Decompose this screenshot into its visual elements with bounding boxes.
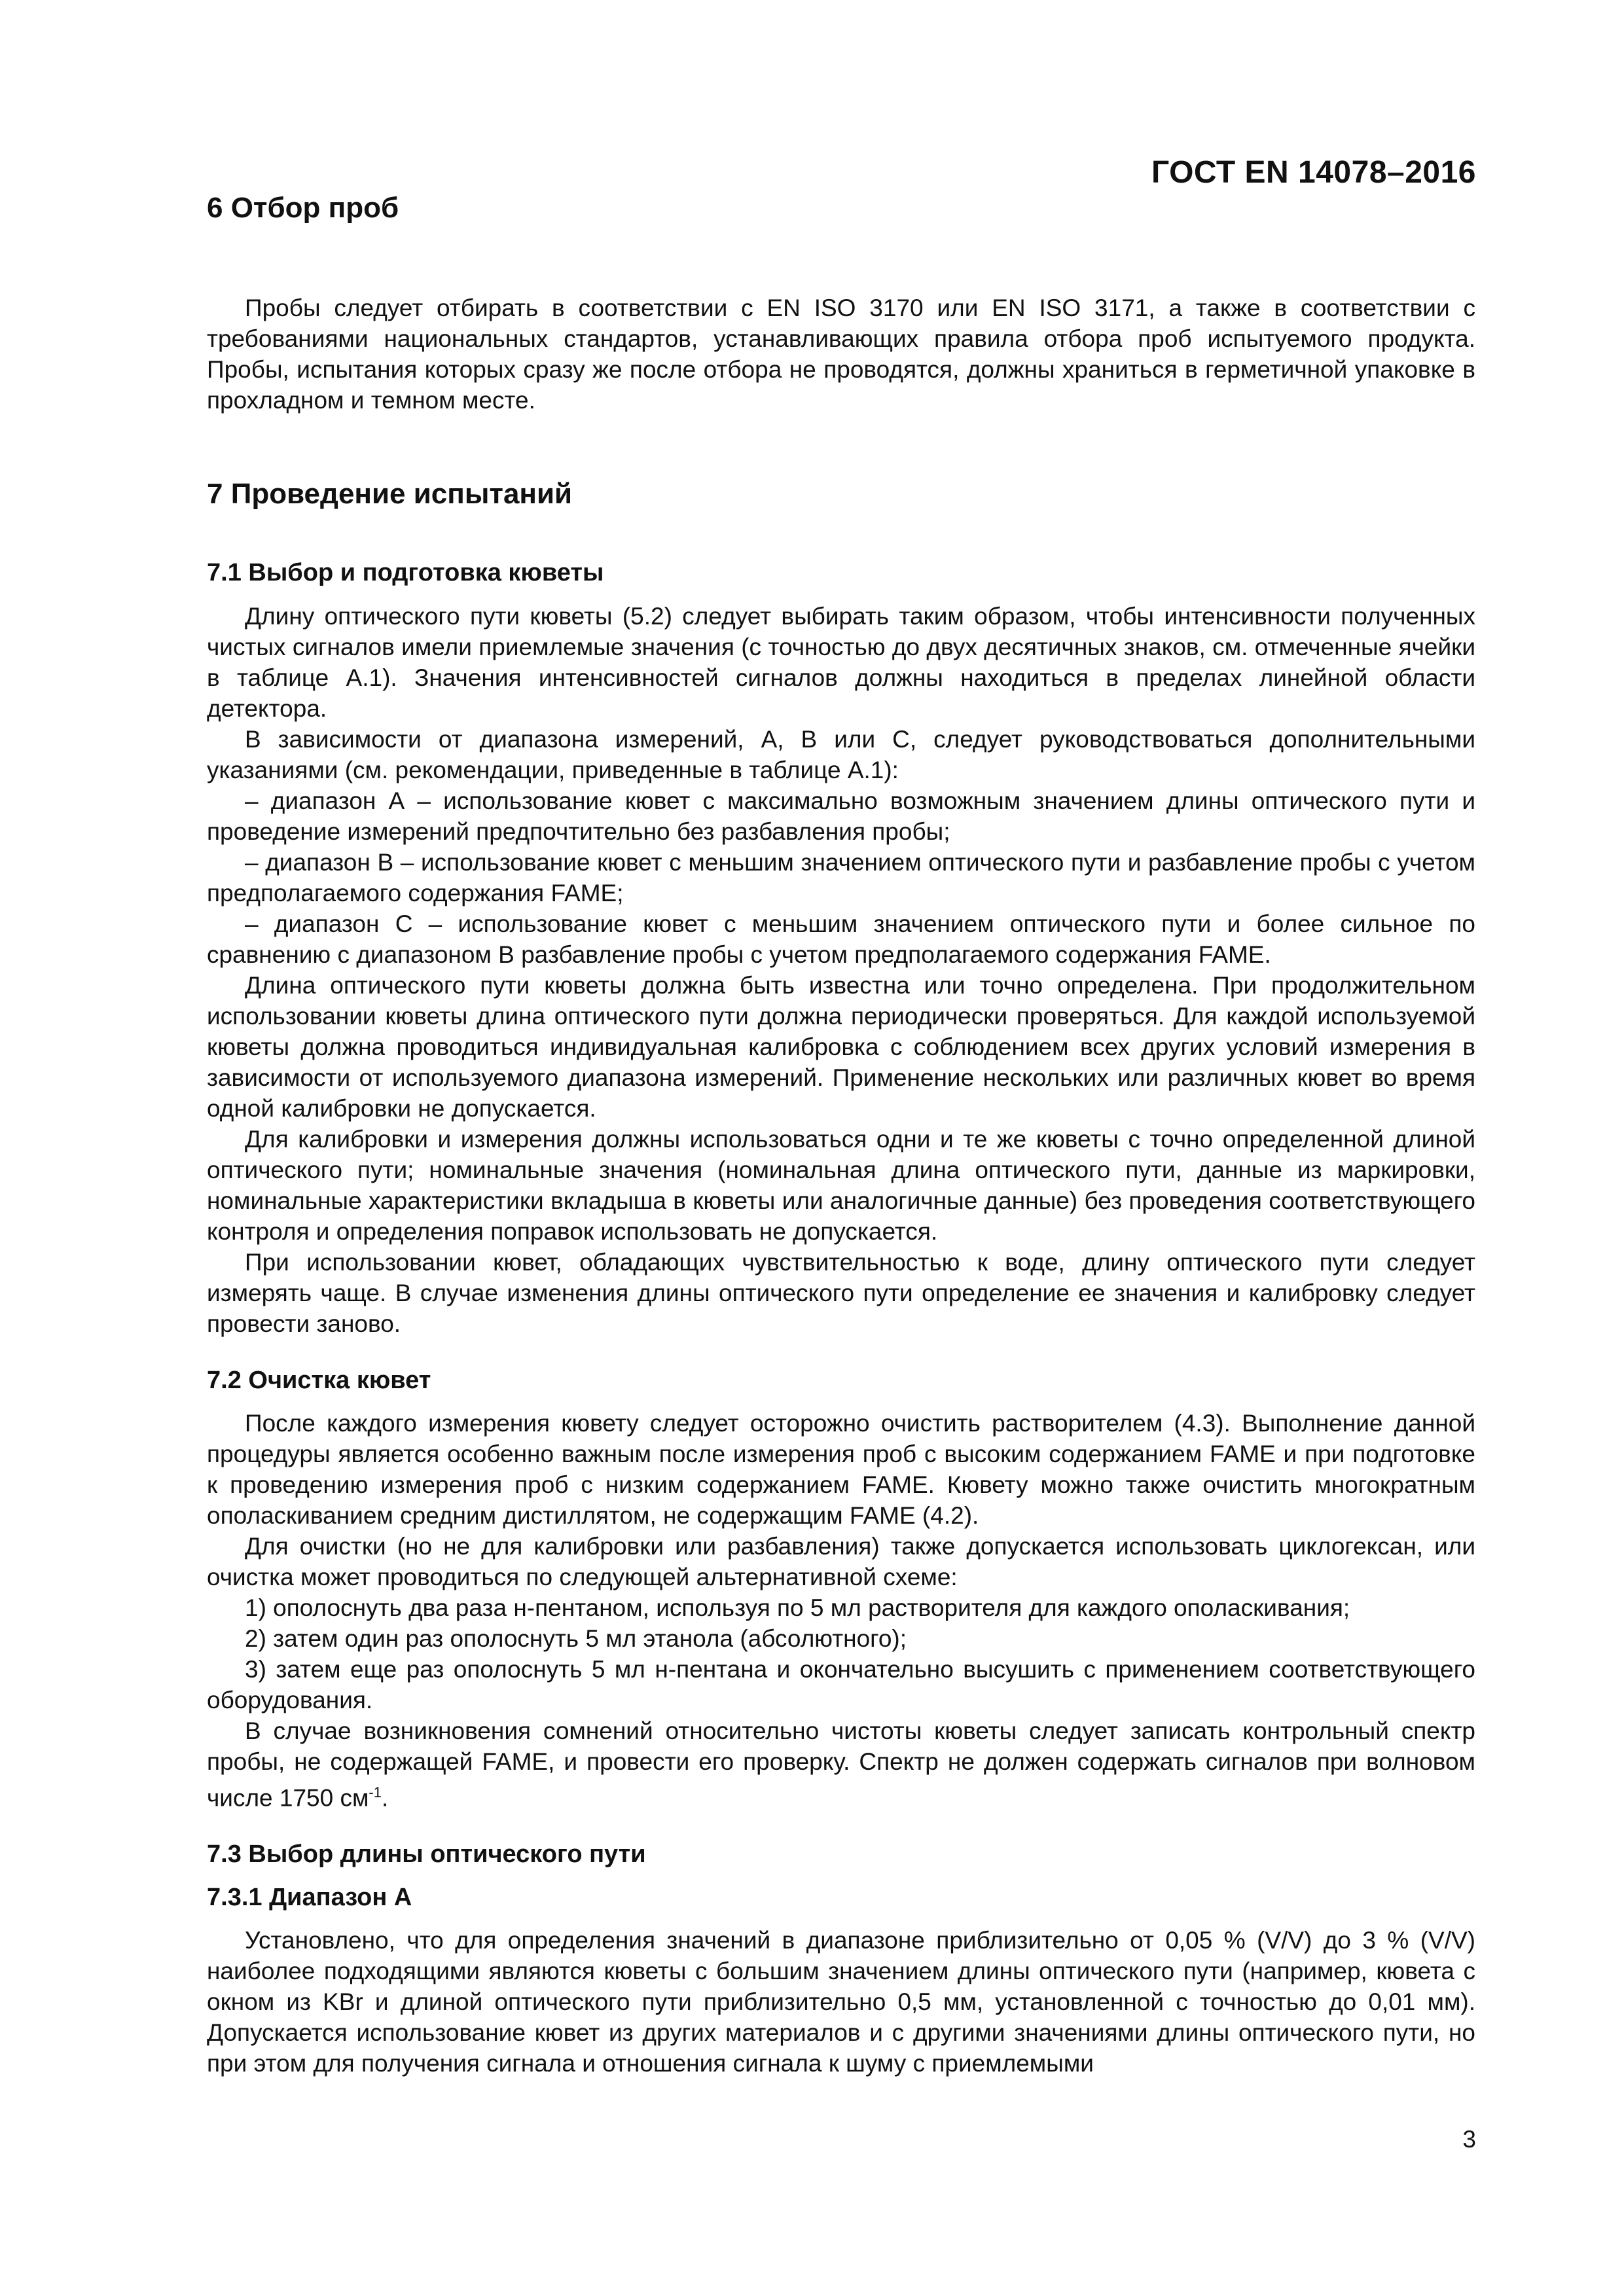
section-7-heading: 7 Проведение испытаний	[207, 478, 573, 510]
paragraph: Длина оптического пути кюветы должна быть известна или точно определена. При продолжительном использовании кюветы длина оптического пути должна периодически проверяться. Для каждой используемой кюветы должна проводиться индивидуальная калибровка с соблюдением всех других условий измерения в зависимости от используемого диапазона измерений. Применение нескольких или различных кювет во время одной калибровки не допускается.	[207, 971, 1475, 1122]
section-7-3-heading: 7.3 Выбор длины оптического пути	[207, 1840, 646, 1869]
paragraph: Длину оптического пути кюветы (5.2) следует выбирать таким образом, чтобы интенсивности полученных чистых сигналов имели приемлемые значения (с точностью до двух десятичных знаков, см. отмеченные ячейки в таблице А.1). Значения интенсивностей сигналов должны находиться в пределах линейной области детектора.	[207, 602, 1475, 722]
list-item: – диапазон В – использование кювет с меньшим значением оптического пути и разбавление пробы с учетом предполагаемого содержания FAME;	[207, 848, 1475, 906]
document-code-header: ГОСТ EN 14078–2016	[1151, 155, 1476, 190]
superscript: -1	[369, 1784, 382, 1801]
page-content	[207, 190, 1475, 2079]
paragraph: Установлено, что для определения значений в диапазоне приблизительно от 0,05 % (V/V) до 3 % (V/V) наиболее подходящими являются кюветы с большим значением длины оптического пути (например, кювета с окном из KBr и длиной оптического пути приблизительно 0,5 мм, установленной с точностью до 0,01 мм). Допускается использование кювет из других материалов и с другими значениями длины оптического пути, но при этом для получения сигнала и отношения сигнала к шуму с приемлемыми	[207, 1927, 1475, 2077]
page-number: 3	[1462, 2126, 1476, 2153]
paragraph	[207, 1715, 1475, 1813]
section-7-2-heading: 7.2 Очистка кювет	[207, 1366, 431, 1394]
list-item: 3) затем еще раз ополоснуть 5 мл н-пентана и окончательно высушить с применением соответствующего оборудования.	[207, 1656, 1475, 1713]
paragraph: При использовании кювет, обладающих чувствительностью к воде, длину оптического пути следует измерять чаще. В случае изменения длины оптического пути определение ее значения и калибровку следует провести заново.	[207, 1248, 1475, 1337]
paragraph: Пробы следует отбирать в соответствии с EN ISO 3170 или EN ISO 3171, а также в соответствии с требованиями национальных стандартов, устанавливающих правила отбора проб испытуемого продукта. Пробы, испытания которых сразу же после отбора не проводятся, должны храниться в герметичной упаковке в прохладном и темном месте.	[207, 295, 1475, 414]
paragraph: В зависимости от диапазона измерений, А, В или С, следует руководствоваться дополнительными указаниями (см. рекомендации, приведенные в таблице А.1):	[207, 725, 1475, 783]
section-6-heading: 6 Отбор проб	[207, 192, 399, 224]
paragraph: Для калибровки и измерения должны использоваться одни и те же кюветы с точно определенной длиной оптического пути; номинальные значения (номинальная длина оптического пути, данные из маркировки, номинальные характеристики вкладыша в кюветы или аналогичные данные) без проведения соответствующего контроля и определения поправок использовать не допускается.	[207, 1125, 1475, 1245]
paragraph-end: .	[381, 1784, 389, 1812]
section-7-1-heading: 7.1 Выбор и подготовка кюветы	[207, 559, 604, 586]
list-item: 1) ополоснуть два раза н-пентаном, используя по 5 мл растворителя для каждого ополаскивания;	[245, 1594, 1350, 1621]
list-item: – диапазон С – использование кювет с меньшим значением оптического пути и более сильное по сравнению с диапазоном В разбавление пробы с учетом предполагаемого содержания FAME.	[207, 910, 1475, 968]
list-item: 2) затем один раз ополоснуть 5 мл этанола (абсолютного);	[245, 1625, 907, 1652]
paragraph: Для очистки (но не для калибровки или разбавления) также допускается использовать циклогексан, или очистка может проводиться по следующей альтернативной схеме:	[207, 1533, 1475, 1590]
list-item: – диапазон А – использование кювет с максимально возможным значением длины оптического пути и проведение измерений предпочтительно без разбавления пробы;	[207, 787, 1475, 845]
section-7-3-1-heading: 7.3.1 Диапазон А	[207, 1883, 412, 1911]
paragraph-text: В случае возникновения сомнений относительно чистоты кюветы следует записать контрольный спектр пробы, не содержащей FAME, и провести его проверку. Спектр не должен содержать сигналов при волновом числе 1750 см	[207, 1717, 1475, 1812]
paragraph: После каждого измерения кювету следует осторожно очистить растворителем (4.3). Выполнение данной процедуры является особенно важным после измерения проб с высоким содержанием FAME и при подготовке к проведению измерения проб с низким содержанием FAME. Кювету можно также очистить многократным ополаскиванием средним дистиллятом, не содержащим FAME (4.2).	[207, 1410, 1475, 1529]
